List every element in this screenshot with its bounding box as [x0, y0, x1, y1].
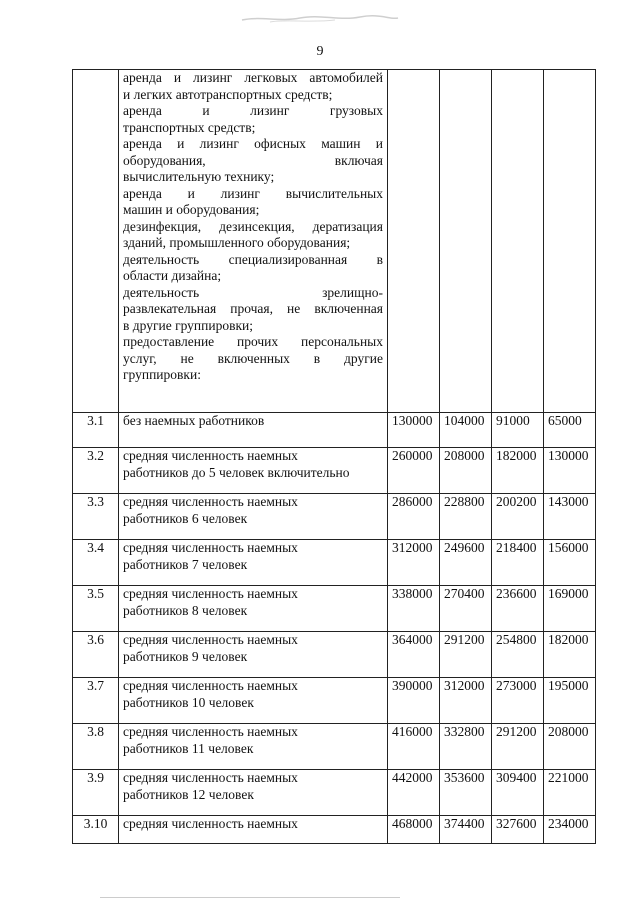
- page-number: 9: [316, 44, 324, 59]
- description-line: без наемных работников: [123, 413, 265, 428]
- activity-line: услуг, не включенных в другие: [123, 350, 383, 366]
- activity-list: [119, 70, 388, 413]
- description-line: работников до 5 человек включительно: [123, 464, 350, 480]
- description-line: средняя численность наемных: [123, 816, 298, 831]
- value-cell-v2: 208000: [440, 448, 492, 494]
- table-row: [73, 632, 596, 678]
- value-cell-v1: 442000: [388, 770, 440, 816]
- activity-item: [123, 136, 383, 186]
- row-number: 3.7: [73, 678, 119, 724]
- description-line: средняя численность наемных: [123, 724, 298, 739]
- value-cell-v2: 312000: [440, 678, 492, 724]
- table-row: [73, 678, 596, 724]
- intro-value-cell: [388, 70, 440, 413]
- value-cell-v2: 332800: [440, 724, 492, 770]
- value-cell-v3: 218400: [492, 540, 544, 586]
- activity-item: [123, 334, 383, 384]
- value-cell-v4: 234000: [544, 816, 596, 844]
- activity-item: [123, 285, 383, 335]
- value-cell-v3: 291200: [492, 724, 544, 770]
- value-cell-v4: 143000: [544, 494, 596, 540]
- row-description: [119, 632, 388, 678]
- row-description: [119, 816, 388, 844]
- value-cell-v4: 195000: [544, 678, 596, 724]
- row-description: [119, 586, 388, 632]
- value-cell-v1: 260000: [388, 448, 440, 494]
- table-row: [73, 816, 596, 844]
- value-cell-v4: 208000: [544, 724, 596, 770]
- description-line: работников 7 человек: [123, 556, 248, 572]
- row-number: 3.2: [73, 448, 119, 494]
- description-line: средняя численность наемных: [123, 448, 298, 463]
- value-cell-v1: 130000: [388, 413, 440, 448]
- value-cell-v4: 221000: [544, 770, 596, 816]
- row-number: 3.3: [73, 494, 119, 540]
- activity-line: деятельность зрелищно-: [123, 284, 383, 300]
- row-number: 3.8: [73, 724, 119, 770]
- activity-line: аренда и лизинг легковых автомобилей: [123, 70, 383, 85]
- value-cell-v1: 416000: [388, 724, 440, 770]
- value-cell-v3: 273000: [492, 678, 544, 724]
- row-description: [119, 770, 388, 816]
- activity-line: деятельность специализированная в: [123, 251, 383, 267]
- value-cell-v3: 327600: [492, 816, 544, 844]
- intro-row: [73, 70, 596, 413]
- activity-item: [123, 186, 383, 219]
- description-line: средняя численность наемных: [123, 770, 298, 785]
- description-line: средняя численность наемных: [123, 494, 298, 509]
- value-cell-v2: 104000: [440, 413, 492, 448]
- intro-value-cell: [492, 70, 544, 413]
- activity-line: группировки:: [123, 367, 201, 382]
- description-line: средняя численность наемных: [123, 632, 298, 647]
- activity-item: [123, 103, 383, 136]
- activity-line: развлекательная прочая, не включенная: [123, 301, 383, 316]
- activity-line: области дизайна;: [123, 268, 222, 283]
- row-number: 3.6: [73, 632, 119, 678]
- value-cell-v1: 468000: [388, 816, 440, 844]
- activity-line: аренда и лизинг вычислительных: [123, 185, 383, 201]
- value-cell-v1: 312000: [388, 540, 440, 586]
- activity-line: вычислительную технику;: [123, 169, 275, 184]
- value-cell-v3: 91000: [492, 413, 544, 448]
- value-cell-v4: 182000: [544, 632, 596, 678]
- value-cell-v3: 182000: [492, 448, 544, 494]
- activity-line: и легких автотранспортных средств;: [123, 86, 333, 102]
- activity-item: [123, 219, 383, 252]
- value-cell-v4: 156000: [544, 540, 596, 586]
- table-row: [73, 448, 596, 494]
- value-cell-v1: 364000: [388, 632, 440, 678]
- description-line: работников 8 человек: [123, 602, 248, 618]
- activity-line: в другие группировки;: [123, 317, 254, 333]
- value-cell-v2: 353600: [440, 770, 492, 816]
- row-description: [119, 413, 388, 448]
- table-row: [73, 413, 596, 448]
- activity-item: [123, 252, 383, 285]
- row-description: [119, 678, 388, 724]
- stamp-mark: [240, 12, 400, 26]
- activity-line: машин и оборудования;: [123, 202, 260, 217]
- value-cell-v1: 390000: [388, 678, 440, 724]
- activity-line: дезинфекция, дезинсекция, дератизация: [123, 218, 383, 234]
- activity-line: аренда и лизинг грузовых: [123, 103, 383, 118]
- intro-num-cell: [73, 70, 119, 413]
- activity-line: аренда и лизинг офисных машин и: [123, 136, 383, 151]
- value-cell-v3: 309400: [492, 770, 544, 816]
- row-number: 3.10: [73, 816, 119, 844]
- value-cell-v2: 228800: [440, 494, 492, 540]
- value-cell-v2: 374400: [440, 816, 492, 844]
- description-line: работников 11 человек: [123, 740, 254, 756]
- value-cell-v4: 65000: [544, 413, 596, 448]
- activity-item: [123, 70, 383, 103]
- row-number: 3.5: [73, 586, 119, 632]
- table-row: [73, 540, 596, 586]
- value-cell-v4: 130000: [544, 448, 596, 494]
- activity-line: предоставление прочих персональных: [123, 334, 383, 349]
- value-cell-v3: 254800: [492, 632, 544, 678]
- row-description: [119, 448, 388, 494]
- row-description: [119, 540, 388, 586]
- description-line: средняя численность наемных: [123, 540, 298, 555]
- intro-value-cell: [544, 70, 596, 413]
- activity-line: транспортных средств;: [123, 119, 256, 135]
- value-cell-v2: 270400: [440, 586, 492, 632]
- intro-value-cell: [440, 70, 492, 413]
- description-line: средняя численность наемных: [123, 678, 298, 693]
- value-cell-v3: 200200: [492, 494, 544, 540]
- table-row: [73, 724, 596, 770]
- value-cell-v3: 236600: [492, 586, 544, 632]
- row-description: [119, 724, 388, 770]
- table-row: [73, 494, 596, 540]
- value-cell-v2: 291200: [440, 632, 492, 678]
- activity-line: оборудования, включая: [123, 152, 383, 168]
- value-cell-v1: 338000: [388, 586, 440, 632]
- tariff-table: [72, 69, 596, 844]
- table-row: [73, 586, 596, 632]
- value-cell-v1: 286000: [388, 494, 440, 540]
- tariff-table-body: [73, 70, 596, 844]
- row-description: [119, 494, 388, 540]
- row-number: 3.9: [73, 770, 119, 816]
- description-line: средняя численность наемных: [123, 586, 298, 601]
- scan-edge-line: [100, 897, 400, 898]
- row-number: 3.1: [73, 413, 119, 448]
- value-cell-v2: 249600: [440, 540, 492, 586]
- description-line: работников 12 человек: [123, 786, 254, 802]
- description-line: работников 10 человек: [123, 694, 254, 710]
- activity-line: зданий, промышленного оборудования;: [123, 235, 351, 250]
- description-line: работников 9 человек: [123, 648, 248, 664]
- value-cell-v4: 169000: [544, 586, 596, 632]
- description-line: работников 6 человек: [123, 510, 248, 526]
- row-number: 3.4: [73, 540, 119, 586]
- table-row: [73, 770, 596, 816]
